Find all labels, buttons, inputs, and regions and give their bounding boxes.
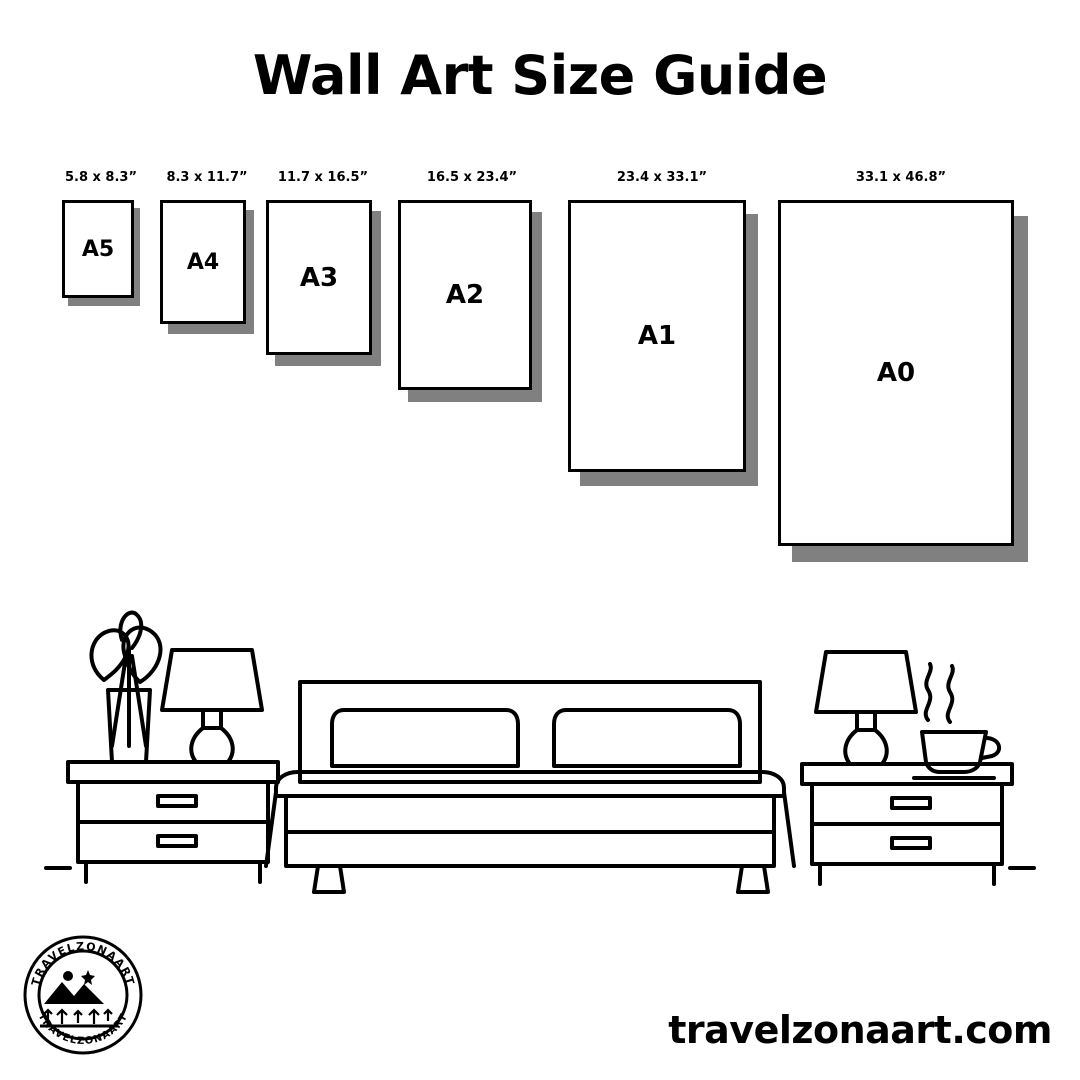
frame-group-a1[interactable]: [560, 170, 764, 510]
logo-scene: [40, 970, 118, 1026]
right-nightstand: [802, 764, 1012, 884]
right-lamp: [816, 652, 916, 764]
frame-group-a0[interactable]: [770, 170, 1032, 590]
frame-group-a5[interactable]: [54, 170, 148, 310]
logo-top-text: TRAVELZONAART: [28, 939, 138, 988]
frame-name-a4: A4: [186, 249, 220, 275]
frame-group-a2[interactable]: [390, 170, 554, 440]
frame-name-a1: A1: [637, 321, 677, 351]
frame-name-a3: A3: [299, 262, 339, 293]
frame-label-a4: 8.3 x 11.7”: [166, 170, 248, 185]
bedroom-illustration: [0, 570, 1080, 910]
coffee-cup: [914, 664, 999, 778]
frame-group-a3[interactable]: [258, 170, 388, 400]
left-nightstand: [68, 762, 278, 882]
page-title: Wall Art Size Guide: [252, 44, 828, 107]
frame-name-a2: A2: [445, 280, 485, 310]
bed: [266, 682, 794, 892]
frame-box-a4[interactable]: [160, 200, 246, 324]
frame-name-a5: A5: [81, 236, 115, 262]
frame-box-a2[interactable]: [398, 200, 532, 390]
frame-label-a2: 16.5 x 23.4”: [426, 170, 518, 185]
logo-bottom-text: TRAVELZONAART: [35, 1011, 131, 1048]
website-url[interactable]: travelzonaart.com: [668, 1008, 1052, 1052]
frame-label-a0: 33.1 x 46.8”: [855, 170, 947, 185]
brand-logo[interactable]: [18, 930, 148, 1060]
frame-box-a1[interactable]: [568, 200, 746, 472]
frame-box-a5[interactable]: [62, 200, 134, 298]
frame-label-a1: 23.4 x 33.1”: [616, 170, 708, 185]
left-lamp: [162, 650, 262, 762]
frame-label-a3: 11.7 x 16.5”: [277, 170, 369, 185]
plant-vase: [91, 613, 160, 762]
svg-text:TRAVELZONAART: [29, 940, 137, 988]
frame-label-a5: 5.8 x 8.3”: [64, 170, 138, 185]
frame-box-a3[interactable]: [266, 200, 372, 355]
frame-name-a0: A0: [876, 358, 916, 388]
frame-box-a0[interactable]: [778, 200, 1014, 546]
frame-group-a4[interactable]: [152, 170, 262, 350]
